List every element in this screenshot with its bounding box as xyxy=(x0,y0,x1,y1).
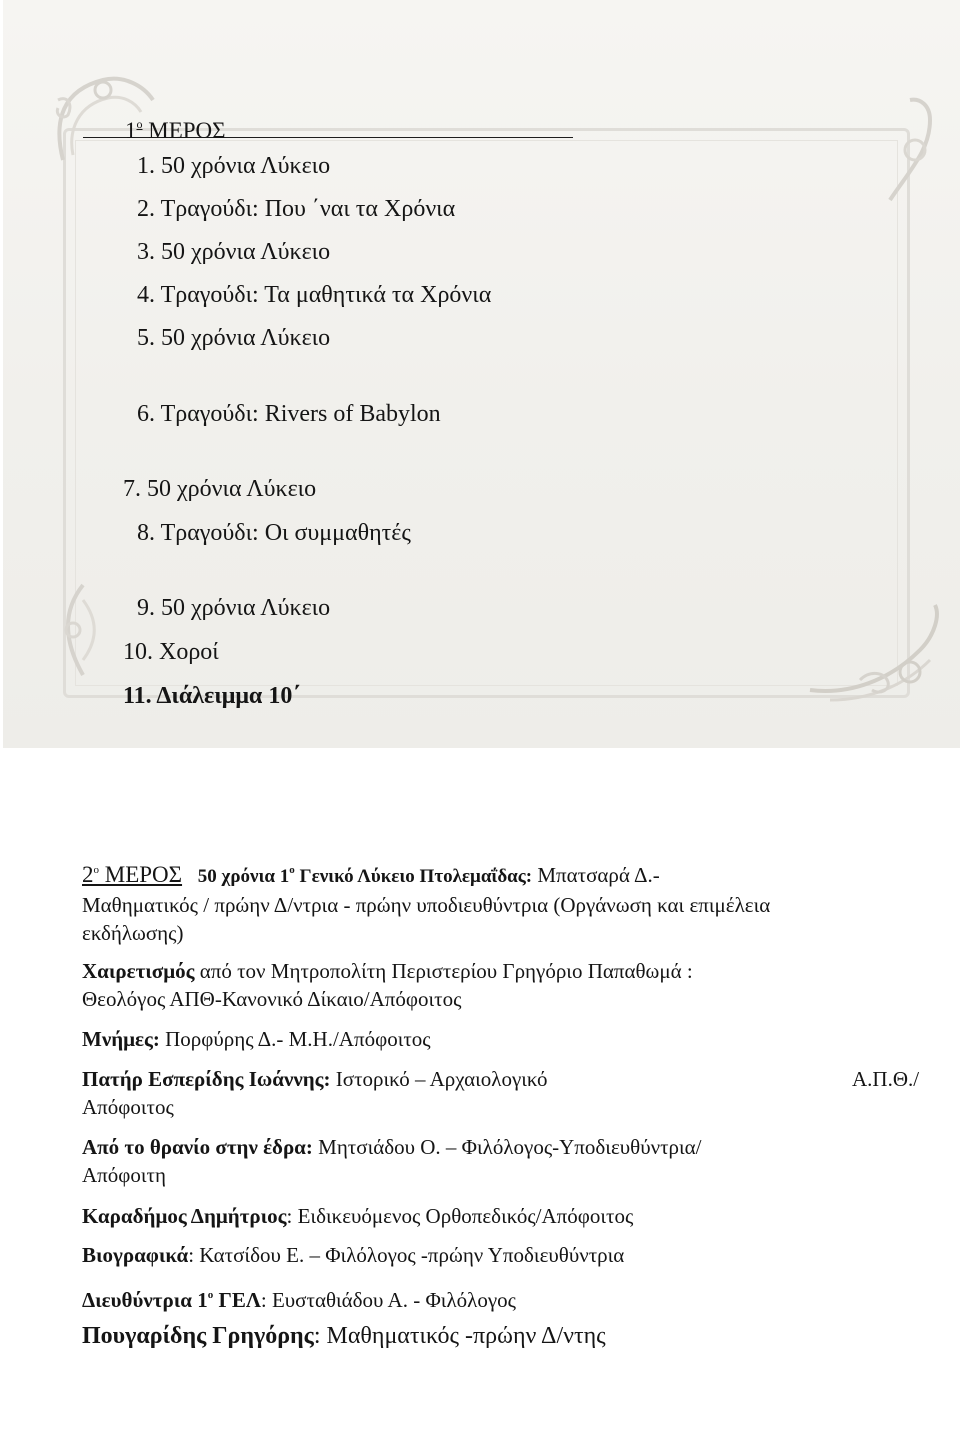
karadimos-entry xyxy=(82,1202,882,1230)
greeting-label: Χαιρετισμός xyxy=(82,959,195,983)
memories-label: Μνήμες: xyxy=(82,1027,160,1051)
pougaridis-label: Πουγαρίδης Γρηγόρης xyxy=(82,1323,314,1349)
director-label-sup: ο xyxy=(207,1289,214,1301)
karadimos-text: : Ειδικευόμενος Ορθοπεδικός/Απόφοιτος xyxy=(286,1204,634,1228)
director-label-a: Διευθύντρια 1 xyxy=(82,1288,208,1312)
director-label xyxy=(82,1288,261,1312)
father-entry xyxy=(82,1065,920,1121)
desk-text: Μητσιάδου Ο. – Φιλόλογος-Υποδιευθύντρια/ xyxy=(312,1135,702,1159)
program-item: 2. Τραγούδι: Που ΄ναι τα Χρόνια xyxy=(137,196,456,222)
director-label-b: ΓΕΛ xyxy=(213,1288,261,1312)
greeting-text: από τον Μητροπολίτη Περιστερίου Γρηγόριο Παπαθωμά : xyxy=(194,959,693,983)
desk-line2: Απόφοιτη xyxy=(82,1163,166,1187)
pougaridis-text: : Μαθηματικός -πρώην Δ/ντης xyxy=(313,1323,606,1349)
corner-ornament-bottom-right xyxy=(800,600,950,720)
part1-heading xyxy=(83,111,573,143)
father-label: Πατήρ Εσπερίδης Ιωάννης: xyxy=(82,1067,331,1091)
father-text: Ιστορικό – Αρχαιολογικό xyxy=(330,1067,548,1091)
program-item: 1. 50 χρόνια Λύκειο xyxy=(137,153,331,179)
pougaridis-entry xyxy=(82,1322,882,1350)
program-item-break: 11. Διάλειμμα 10΄ xyxy=(123,683,301,709)
part1-heading-text: ΜΕΡΟΣ xyxy=(142,118,226,143)
bio-entry xyxy=(82,1241,882,1269)
desk-entry xyxy=(82,1133,882,1189)
father-right-text: Α.Π.Θ./ xyxy=(852,1067,920,1091)
program-card-part1 xyxy=(3,0,960,748)
program-item: 5. 50 χρόνια Λύκειο xyxy=(137,325,331,351)
program-item: 7. 50 χρόνια Λύκειο xyxy=(123,476,317,502)
program-item: 3. 50 χρόνια Λύκειο xyxy=(137,239,331,265)
part2-heading xyxy=(82,862,182,887)
part2-title-a: 50 χρόνια 1 xyxy=(197,866,290,887)
program-item: 10. Χοροί xyxy=(123,639,219,665)
part2-title-sup: ο xyxy=(289,864,295,876)
part1-heading-sup: o xyxy=(136,117,143,131)
part2-title-block xyxy=(82,856,882,947)
greeting-line2: Θεολόγος ΑΠΘ-Κανονικό Δίκαιο/Απόφοιτος xyxy=(82,987,462,1011)
bio-label: Βιογραφικά xyxy=(82,1243,189,1267)
karadimos-label: Καραδήμος Δημήτριος xyxy=(82,1204,287,1228)
program-item: 6. Τραγούδι: Rivers of Babylon xyxy=(137,401,441,427)
desk-label: Από το θρανίο στην έδρα: xyxy=(82,1135,313,1159)
part2-heading-number: 2 xyxy=(82,862,94,887)
corner-ornament-top-right xyxy=(870,90,950,210)
part2-title xyxy=(198,866,532,887)
part2-title-rest: Μπατσαρά Δ.- xyxy=(532,863,660,887)
greeting-entry xyxy=(82,957,882,1013)
part2-title-line3: εκδήλωσης) xyxy=(82,921,184,945)
father-line2: Απόφοιτος xyxy=(82,1095,174,1119)
program-item: 9. 50 χρόνια Λύκειο xyxy=(137,595,331,621)
memories-entry xyxy=(82,1025,882,1053)
part2-title-b: Γενικό Λύκειο Πτολεμαΐδας: xyxy=(294,866,533,887)
part2-heading-text: ΜΕΡΟΣ xyxy=(99,862,183,887)
program-item: 8. Τραγούδι: Οι συμμαθητές xyxy=(137,520,411,546)
part2-heading-sup: ο xyxy=(93,864,99,876)
program-item: 4. Τραγούδι: Τα μαθητικά τα Χρόνια xyxy=(137,282,492,308)
part1-heading-number: 1 xyxy=(125,118,137,143)
part2-title-line2: Μαθηματικός / πρώην Δ/ντρια - πρώην υποδιευθύντρια (Οργάνωση και επιμέλεια xyxy=(82,893,771,917)
corner-ornament-left-mid xyxy=(53,580,113,680)
bio-text: : Κατσίδου Ε. – Φιλόλογος -πρώην Υποδιευθύντρια xyxy=(188,1243,625,1267)
memories-text: Πορφύρης Δ.- Μ.Η./Απόφοιτος xyxy=(159,1027,431,1051)
director-text: : Ευσταθιάδου Α. - Φιλόλογος xyxy=(260,1288,516,1312)
director-entry xyxy=(82,1281,882,1314)
